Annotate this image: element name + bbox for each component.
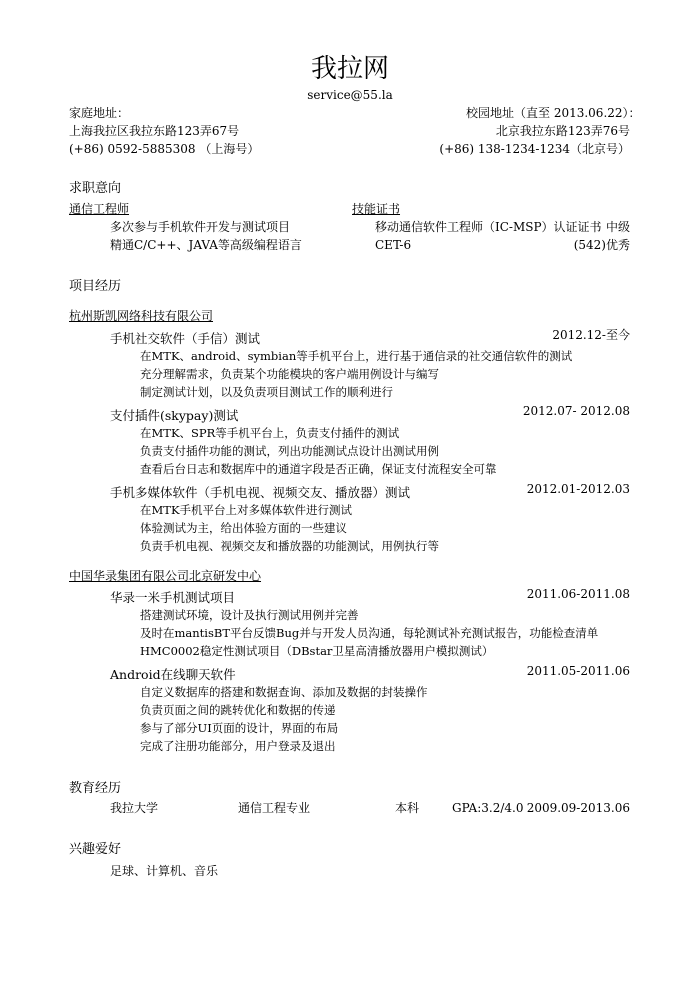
project-item: 完成了注册功能部分，用户登录及退出 — [140, 739, 336, 753]
project-item: 负责页面之间的跳转优化和数据的传递 — [140, 703, 336, 717]
home-address-label: 家庭地址： — [69, 106, 130, 120]
cert-level: (542)优秀 — [573, 238, 630, 252]
position-item: 精通C/C++、JAVA等高级编程语言 — [110, 238, 302, 252]
position-title: 通信工程师 — [69, 202, 130, 216]
project-item: 在MTK手机平台上对多媒体软件进行测试 — [140, 503, 353, 517]
project-title: 华录一米手机测试项目 — [110, 590, 236, 605]
home-address-line: 上海我拉区我拉东路123弄67号 — [69, 124, 240, 138]
company-name: 杭州斯凯网络科技有限公司 — [69, 309, 214, 323]
cert-level: 中级 — [605, 220, 630, 234]
project-item: 体验测试为主，给出体验方面的一些建议 — [140, 521, 347, 535]
education-period: 2009.09-2013.06 — [526, 801, 630, 815]
major: 通信工程专业 — [238, 801, 311, 815]
project-title: Android在线聊天软件 — [110, 667, 236, 682]
projects-heading: 项目经历 — [69, 279, 122, 294]
project-title: 手机多媒体软件（手机电视、视频交友、播放器）测试 — [110, 485, 411, 500]
project-item: 充分理解需求，负责某个功能模块的客户端用例设计与编写 — [140, 367, 439, 381]
education-heading: 教育经历 — [69, 781, 122, 796]
project-date: 2012.07- 2012.08 — [522, 404, 630, 418]
objective-heading: 求职意向 — [69, 181, 122, 196]
project-title: 手机社交软件（手信）测试 — [110, 331, 261, 346]
project-item: 负责支付插件功能的测试，列出功能测试点设计出测试用例 — [140, 444, 439, 458]
project-title: 支付插件(skypay)测试 — [110, 408, 239, 423]
project-date: 2011.05-2011.06 — [526, 664, 630, 678]
project-item: 查看后台日志和数据库中的通道字段是否正确，保证支付流程安全可靠 — [140, 462, 497, 476]
campus-address-line: 北京我拉东路123弄76号 — [495, 124, 630, 138]
project-date: 2012.12-至今 — [552, 328, 630, 342]
cert-heading: 技能证书 — [352, 202, 401, 216]
project-item: 在MTK、SPR等手机平台上，负责支付插件的测试 — [140, 426, 400, 440]
degree: 本科 — [395, 801, 420, 815]
project-date: 2011.06-2011.08 — [526, 587, 630, 601]
resume-name: 我拉网 — [310, 54, 389, 84]
project-date: 2012.01-2012.03 — [526, 482, 630, 496]
project-item: 及时在mantisBT平台反馈Bug并与开发人员沟通，每轮测试补充测试报告，功能检查清单 — [140, 626, 599, 640]
project-item: 负责手机电视、视频交友和播放器的功能测试，用例执行等 — [140, 539, 439, 553]
school-name: 我拉大学 — [110, 801, 159, 815]
project-item: 在MTK、android、symbian等手机平台上，进行基于通信录的社交通信软件的测试 — [140, 349, 573, 363]
project-item: 制定测试计划，以及负责项目测试工作的顺利进行 — [140, 385, 393, 399]
gpa: GPA:3.2/4.0 — [452, 801, 524, 815]
position-item: 多次参与手机软件开发与测试项目 — [110, 220, 291, 234]
cert-name: CET-6 — [375, 238, 412, 252]
project-item: 搭建测试环境，设计及执行测试用例并完善 — [140, 608, 359, 622]
company-name: 中国华录集团有限公司北京研发中心 — [69, 569, 262, 583]
campus-address-label: 校园地址（直至 2013.06.22）： — [466, 106, 641, 120]
home-phone: (+86) 0592-5885308 （上海号） — [69, 142, 260, 156]
project-item: 自定义数据库的搭建和数据查询、添加及数据的封装操作 — [140, 685, 428, 699]
hobbies-text: 足球、计算机、音乐 — [110, 864, 219, 878]
cert-name: 移动通信软件工程师（IC-MSP）认证证书 — [375, 220, 602, 234]
campus-phone: (+86) 138-1234-1234（北京号） — [439, 142, 630, 156]
hobbies-heading: 兴趣爱好 — [69, 842, 122, 857]
email: service@55.la — [307, 88, 393, 102]
project-item: 参与了部分UI页面的设计，界面的布局 — [140, 721, 339, 735]
project-item: HMC0002稳定性测试项目（DBstar卫星高清播放器用户模拟测试） — [140, 644, 494, 658]
